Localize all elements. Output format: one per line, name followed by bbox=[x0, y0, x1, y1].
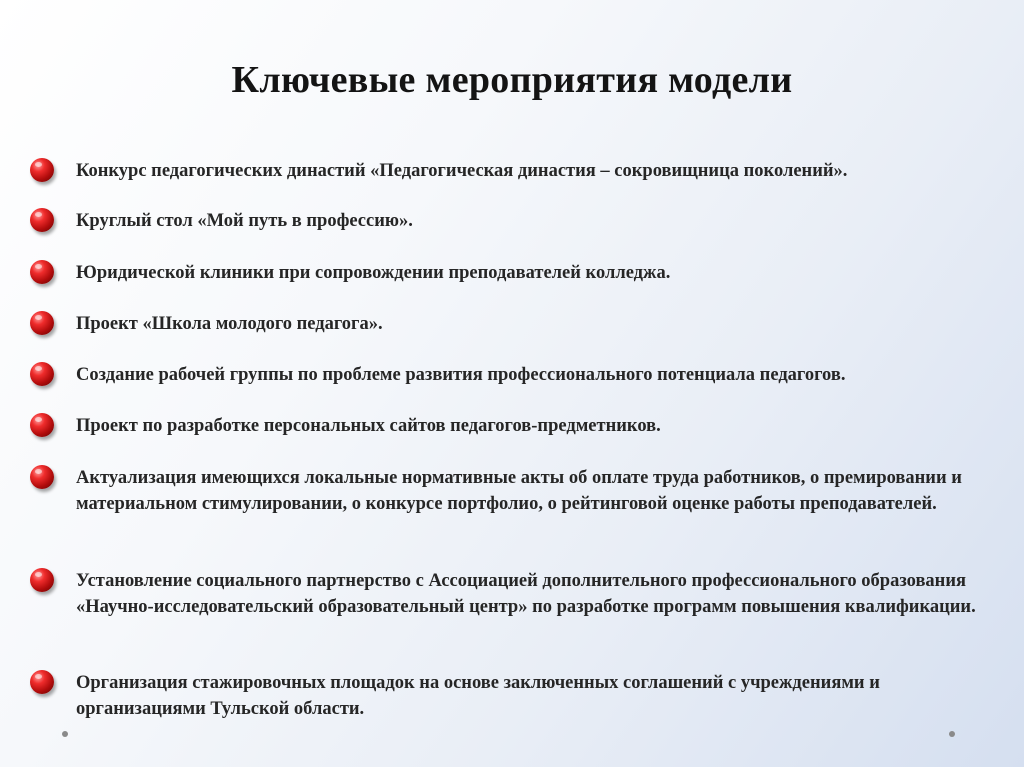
red-ball-bullet-icon bbox=[30, 465, 54, 489]
red-ball-bullet-icon bbox=[30, 260, 54, 284]
list-item-text: Организация стажировочных площадок на основе заключенных соглашений с учреждениями и организациями Тульской области. bbox=[76, 673, 880, 719]
list-item-text: Конкурс педагогических династий «Педагогическая династия – сокровищница поколений». bbox=[76, 161, 848, 181]
slide-title: Ключевые мероприятия модели bbox=[231, 59, 793, 101]
red-ball-bullet-icon bbox=[30, 362, 54, 386]
red-ball-bullet-icon bbox=[30, 158, 54, 182]
list-item-text: Юридической клиники при сопровождении преподавателей колледжа. bbox=[76, 263, 671, 283]
red-ball-bullet-icon bbox=[30, 413, 54, 437]
red-ball-bullet-icon bbox=[30, 208, 54, 232]
list-item-text: Актуализация имеющихся локальные нормативные акты об оплате труда работников, о премировании и материальном стимулировании, о конкурсе портфолио, о рейтинговой оценке работы преподавателей. bbox=[76, 468, 962, 514]
list-item-text: Проект «Школа молодого педагога». bbox=[76, 314, 383, 334]
corner-dot-left bbox=[62, 731, 68, 737]
list-item-text: Проект по разработке персональных сайтов педагогов-предметников. bbox=[76, 416, 661, 436]
red-ball-bullet-icon bbox=[30, 568, 54, 592]
red-ball-bullet-icon bbox=[30, 311, 54, 335]
corner-dot-right bbox=[949, 731, 955, 737]
red-ball-bullet-icon bbox=[30, 670, 54, 694]
list-item-text: Создание рабочей группы по проблеме развития профессионального потенциала педагогов. bbox=[76, 365, 846, 385]
list-item-text: Круглый стол «Мой путь в профессию». bbox=[76, 211, 413, 231]
list-item-text: Установление социального партнерство с Ассоциацией дополнительного профессионального образования «Научно-исследовательский образовательный центр» по разработке программ повышения квалификации. bbox=[76, 571, 976, 617]
